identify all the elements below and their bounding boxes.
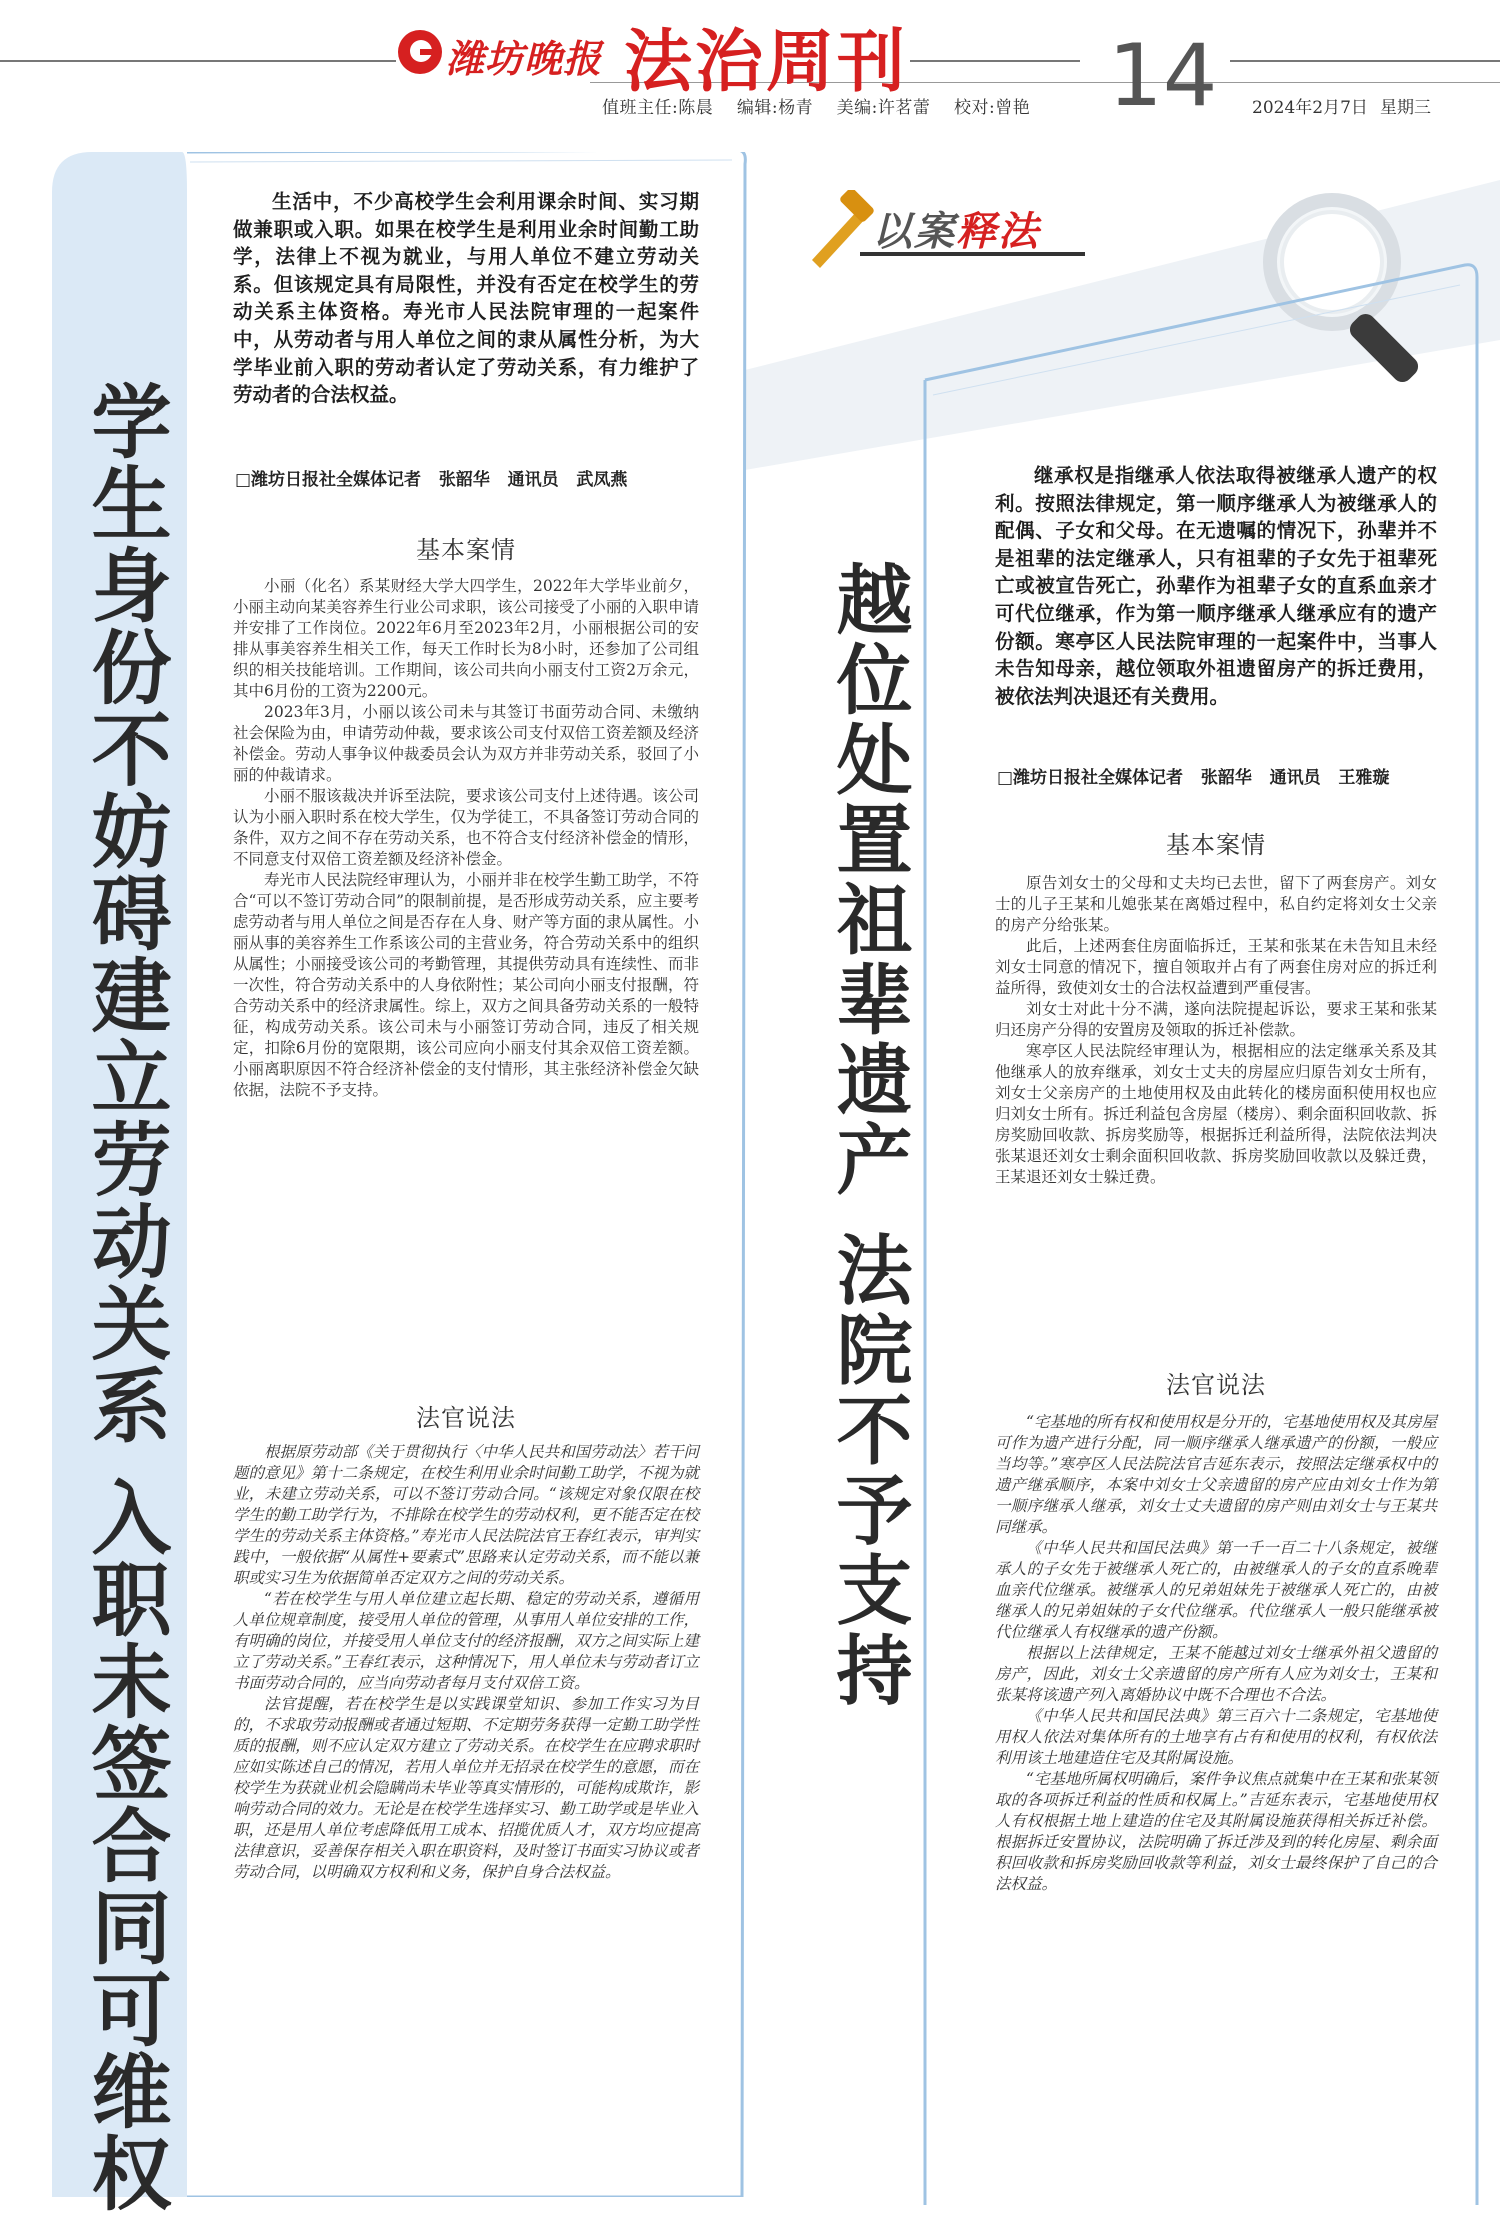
right-judge-heading: 法官说法 bbox=[1166, 1371, 1266, 1399]
right-judge-paragraph: “宅基地的所有权和使用权是分开的，宅基地使用权及其房屋可作为遗产进行分配，同一顺序继承人继承遗产的份额，一般应当均等。”寒亭区人民法院法官吉延东表示，按照法定继承权中的遗产继承顺序，本案中刘女士父亲遗留的房产应由刘女士作为第一顺序继承人继承，刘女士丈夫遗留的房产则由刘女士与王某共同继承。 bbox=[995, 1413, 1437, 1536]
right-judge-paragraph: 根据以上法律规定，王某不能越过刘女士继承外祖父遗留的房产，因此，刘女士父亲遗留的房产所有人应为刘女士，王某和张某将该遗产列入离婚协议中既不合理也不合法。 bbox=[995, 1644, 1437, 1704]
right-judge-paragraph: 《中华人民共和国民法典》第一千一百二十八条规定，被继承人的子女先于被继承人死亡的，由被继承人的子女的直系晚辈血亲代位继承。被继承人的兄弟姐妹先于被继承人死亡的，由被继承人的兄弟姐妹的子女代位继承。代位继承人一般只能继承被代位继承人有权继承的遗产份额。 bbox=[995, 1539, 1437, 1641]
column-name-part1: 以案 bbox=[872, 208, 956, 255]
left-judge-body bbox=[233, 1442, 699, 1883]
right-case-heading: 基本案情 bbox=[1166, 831, 1266, 859]
issue-date: 2024年2月7日 bbox=[1252, 98, 1368, 118]
right-lead-paragraph: 继承权是指继承人依法取得被继承人遗产的权利。按照法律规定，第一顺序继承人为被继承人的配偶、子女和父母。在无遗嘱的情况下，孙辈并不是祖辈的法定继承人，只有祖辈的子女先于祖辈死亡或被宣告死亡，孙辈作为祖辈子女的直系血亲才可代位继承，作为第一顺序继承人继承应有的遗产份额。寒亭区人民法院审理的一起案件中，当事人未告知母亲，越位领取外祖遗留房产的拆迁费用，被依法判决退还有关费用。 bbox=[995, 464, 1437, 708]
right-case-paragraph: 此后，上述两套住房面临拆迁，王某和张某在未告知且未经刘女士同意的情况下，擅自领取并占有了两套住房对应的拆迁利益所得，致使刘女士的合法权益遭到严重侵害。 bbox=[995, 937, 1437, 997]
right-judge-paragraph: “宅基地所属权明确后，案件争议焦点就集中在王某和张某领取的各项拆迁利益的性质和权属上。”吉延东表示，宅基地使用权人有权根据土地上建造的住宅及其附属设施获得相关拆迁补偿。根据拆迁安置协议，法院明确了拆迁涉及到的转化房屋、剩余面积回收款和拆房奖励回收款等利益，刘女士最终保护了自己的合法权益。 bbox=[995, 1770, 1437, 1893]
right-judge-body bbox=[995, 1412, 1437, 1895]
left-byline: □潍坊日报社全媒体记者 张韶华 通讯员 武凤燕 bbox=[235, 470, 628, 490]
right-case-paragraph: 刘女士对此十分不满，遂向法院提起诉讼，要求王某和张某归还房产分得的安置房及领取的拆迁补偿款。 bbox=[995, 1000, 1437, 1039]
left-case-paragraph: 小丽不服该裁决并诉至法院，要求该公司支付上述待遇。该公司认为小丽入职时系在校大学生，仅为学徒工，不具备签订劳动合同的条件，双方之间不存在劳动关系，也不符合支付经济补偿金的情形，不同意支付双倍工资差额及经济补偿金。 bbox=[233, 787, 699, 868]
left-case-heading: 基本案情 bbox=[416, 536, 516, 564]
section-title: 法治周刊 bbox=[624, 22, 909, 102]
left-judge-paragraph: 法官提醒，若在校学生是以实践课堂知识、参加工作实习为目的，不求取劳动报酬或者通过短期、不定期劳务获得一定勤工助学性质的报酬，则不应认定双方建立了劳动关系。在校学生在应聘求职时应如实陈述自己的情况，若用人单位并无招录在校学生的意愿，而在校学生为获就业机会隐瞒尚未毕业等真实情形的，可能构成欺诈，影响劳动合同的效力。无论是在校学生选择实习、勤工助学或是毕业入职，还是用人单位考虑降低用工成本、招揽优质人才，双方均应提高法律意识，妥善保存相关入职在职资料，及时签订书面实习协议或者劳动合同，以明确双方权利和义务，保护自身合法权益。 bbox=[233, 1695, 699, 1881]
left-case-paragraph: 小丽（化名）系某财经大学大四学生，2022年大学毕业前夕，小丽主动向某美容养生行业公司求职，该公司接受了小丽的入职申请并安排了工作岗位。2022年6月至2023年2月，小丽根据公司的安排从事美容养生相关工作，每天工作时长为8小时，还参加了公司组织的相关技能培训。工作期间，该公司共向小丽支付工资2万余元，其中6月份的工资为2200元。 bbox=[233, 577, 699, 700]
issue-weekday: 星期三 bbox=[1380, 98, 1431, 118]
page-number: 14 bbox=[1108, 26, 1218, 126]
right-case-paragraph: 原告刘女士的父母和丈夫均已去世，留下了两套房产。刘女士的儿子王某和儿媳张某在离婚过程中，私自约定将刘女士父亲的房产分给张某。 bbox=[995, 874, 1437, 934]
right-case-paragraph: 寒亭区人民法院经审理认为，根据相应的法定继承关系及其他继承人的放弃继承，刘女士丈夫的房屋应归原告刘女士所有，刘女士父亲房产的土地使用权及由此转化的楼房面积使用权也应归刘女士所有。拆迁利益包含房屋（楼房）、剩余面积回收款、拆房奖励回收款、拆房奖励等，根据拆迁利益所得，法院依法判决张某退还刘女士剩余面积回收款、拆房奖励回收款以及躲迁费，王某退还刘女士躲迁费。 bbox=[995, 1042, 1437, 1186]
column-name-part2: 释法 bbox=[956, 208, 1040, 255]
left-case-paragraph: 寿光市人民法院经审理认为，小丽并非在校学生勤工助学，不符合“可以不签订劳动合同”的限制前提，是否形成劳动关系，应主要考虑劳动者与用人单位之间是否存在人身、财产等方面的隶从属性。小丽从事的美容养生工作系该公司的主营业务，符合劳动关系中的组织从属性；小丽接受该公司的考勤管理，其提供劳动具有连续性、而非一次性，符合劳动关系中的人身依附性；某公司向小丽支付报酬，符合劳动关系中的经济隶属性。综上，双方之间具备劳动关系的一般特征，构成劳动关系。该公司未与小丽签订劳动合同，违反了相关规定，扣除6月份的宽限期，该公司应向小丽支付其余双倍工资差额。小丽离职原因不符合经济补偿金的支付情形，其主张经济补偿金欠缺依据，法院不予支持。 bbox=[233, 871, 699, 1099]
left-judge-paragraph: 根据原劳动部《关于贯彻执行〈中华人民共和国劳动法〉若干问题的意见》第十二条规定，在校生利用业余时间勤工助学，不视为就业，未建立劳动关系，可以不签订劳动合同。“该规定对象仅限在校学生的勤工助学行为，不排除在校学生的劳动权利，更不能否定在校学生的劳动关系主体资格。”寿光市人民法院法官王春红表示，审判实践中，一般依据“从属性+要素式”思路来认定劳动关系，而不能以兼职或实习生为依据简单否定双方之间的劳动关系。 bbox=[233, 1443, 699, 1587]
right-headline: 越位处置祖辈遗产 法院不予支持 bbox=[824, 560, 913, 1711]
newspaper-name: 潍坊晚报 bbox=[446, 36, 603, 81]
staff-credits: 值班主任:陈晨 编辑:杨青 美编:许茗蕾 校对:曾艳 bbox=[602, 98, 1031, 118]
right-judge-paragraph: 《中华人民共和国民法典》第三百六十二条规定，宅基地使用权人依法对集体所有的土地享有占有和使用的权利，有权依法利用该土地建造住宅及其附属设施。 bbox=[995, 1707, 1437, 1767]
left-headline: 学生身份不妨碍建立劳动关系 入职未签合同可维权 bbox=[78, 380, 171, 2214]
left-judge-paragraph: “若在校学生与用人单位建立起长期、稳定的劳动关系，遵循用人单位规章制度，接受用人单位的管理，从事用人单位安排的工作，有明确的岗位，并接受用人单位支付的经济报酬，双方之间实际上建立了劳动关系。”王春红表示，这种情况下，用人单位未与劳动者订立书面劳动合同的，应当向劳动者每月支付双倍工资。 bbox=[233, 1590, 699, 1692]
left-case-paragraph: 2023年3月，小丽以该公司未与其签订书面劳动合同、未缴纳社会保险为由，申请劳动仲裁，要求该公司支付双倍工资差额及经济补偿金。劳动人事争议仲裁委员会认为双方并非劳动关系，驳回了小丽的仲裁请求。 bbox=[233, 703, 699, 784]
right-case-body bbox=[995, 873, 1437, 1188]
right-byline: □潍坊日报社全媒体记者 张韶华 通讯员 王雅璇 bbox=[997, 768, 1390, 788]
left-case-body bbox=[233, 576, 699, 1101]
left-judge-heading: 法官说法 bbox=[416, 1404, 516, 1432]
left-lead-paragraph: 生活中，不少高校学生会利用课余时间、实习期做兼职或入职。如果在校学生是利用业余时间勤工助学，法律上不视为就业，与用人单位不建立劳动关系。但该规定具有局限性，并没有否定在校学生的劳动关系主体资格。寿光市人民法院审理的一起案件中，从劳动者与用人单位之间的隶从属性分析，为大学毕业前入职的劳动者认定了劳动关系，有力维护了劳动者的合法权益。 bbox=[233, 190, 699, 407]
